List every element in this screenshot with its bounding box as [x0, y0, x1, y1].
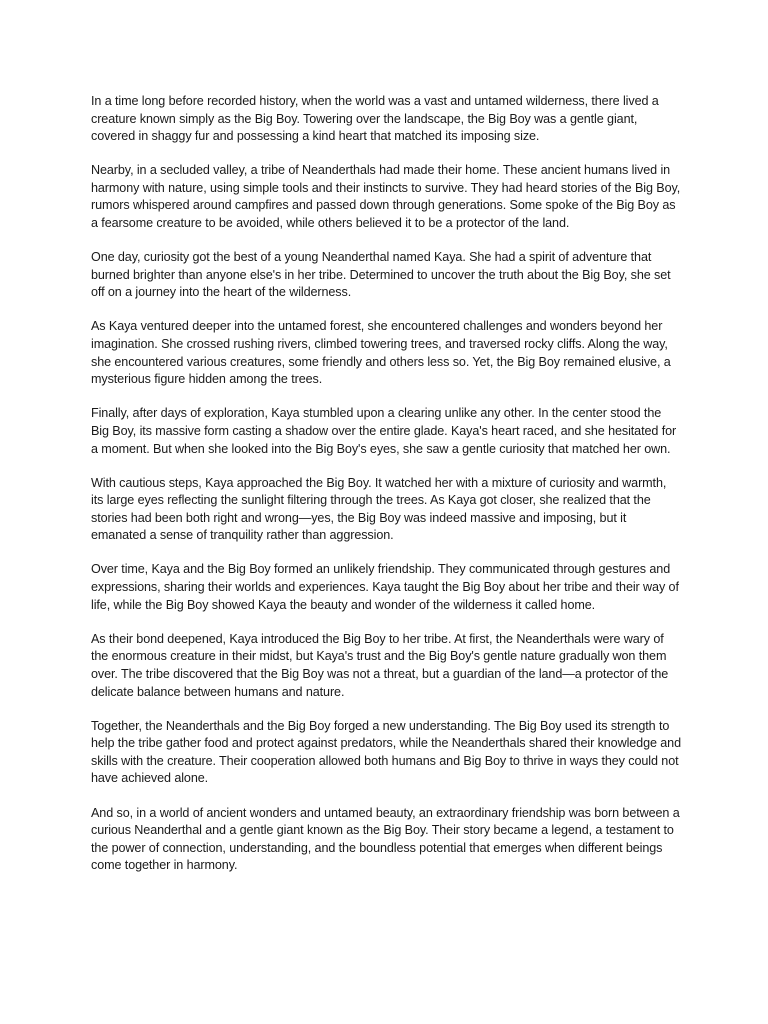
- story-body: [91, 93, 681, 891]
- paragraph-6: With cautious steps, Kaya approached the Big Boy. It watched her with a mixture of curiosity and warmth, its large eyes reflecting the sunlight filtering through the trees. As Kaya got closer, she realized that the stories had been both right and wrong—yes, the Big Boy was indeed massive and imposing, but it emanated a sense of tranquility rather than aggression.: [91, 475, 667, 543]
- paragraph-8: As their bond deepened, Kaya introduced the Big Boy to her tribe. At first, the Neanderthals were wary of the enormous creature in their midst, but Kaya's trust and the Big Boy's gentle nature gradually won them over. The tribe discovered that the Big Boy was not a threat, but a guardian of the land—a protector of the delicate balance between humans and nature.: [91, 631, 669, 699]
- paragraph-5: Finally, after days of exploration, Kaya stumbled upon a clearing unlike any other. In the center stood the Big Boy, its massive form casting a shadow over the entire glade. Kaya's heart raced, and she hesitated for a moment. But when she looked into the Big Boy's eyes, she saw a gentle curiosity that matched her own.: [91, 406, 677, 456]
- paragraph-9: Together, the Neanderthals and the Big Boy forged a new understanding. The Big Boy used its strength to help the tribe gather food and protect against predators, while the Neanderthals shared their knowledge and skills with the creature. Their cooperation allowed both humans and Big Boy to thrive in ways they could not have achieved alone.: [91, 718, 681, 786]
- paragraph-2: Nearby, in a secluded valley, a tribe of Neanderthals had made their home. These ancient humans lived in harmony with nature, using simple tools and their instincts to survive. They had heard stories of the Big Boy, rumors whispered around campfires and passed down through generations. Some spoke of the Big Boy as a fearsome creature to be avoided, while others believed it to be a protector of the land.: [91, 163, 681, 231]
- paragraph-10: And so, in a world of ancient wonders and untamed beauty, an extraordinary friendship was born between a curious Neanderthal and a gentle giant known as the Big Boy. Their story became a legend, a testament to the power of connection, understanding, and the boundless potential that emerges when different beings come together in harmony.: [91, 805, 680, 873]
- paragraph-7: Over time, Kaya and the Big Boy formed an unlikely friendship. They communicated through gestures and expressions, sharing their worlds and experiences. Kaya taught the Big Boy about her tribe and their way of life, while the Big Boy showed Kaya the beauty and wonder of the wilderness it called home.: [91, 562, 679, 612]
- paragraph-4: As Kaya ventured deeper into the untamed forest, she encountered challenges and wonders beyond her imagination. She crossed rushing rivers, climbed towering trees, and traversed rocky cliffs. Along the way, she encountered various creatures, some friendly and others less so. Yet, the Big Boy remained elusive, a mysterious figure hidden among the trees.: [91, 319, 671, 387]
- paragraph-1: In a time long before recorded history, when the world was a vast and untamed wilderness, there lived a creature known simply as the Big Boy. Towering over the landscape, the Big Boy was a gentle giant, covered in shaggy fur and possessing a kind heart that matched its imposing size.: [91, 94, 659, 144]
- paragraph-3: One day, curiosity got the best of a young Neanderthal named Kaya. She had a spirit of adventure that burned brighter than anyone else's in her tribe. Determined to uncover the truth about the Big Boy, she set off on a journey into the heart of the wilderness.: [91, 250, 671, 300]
